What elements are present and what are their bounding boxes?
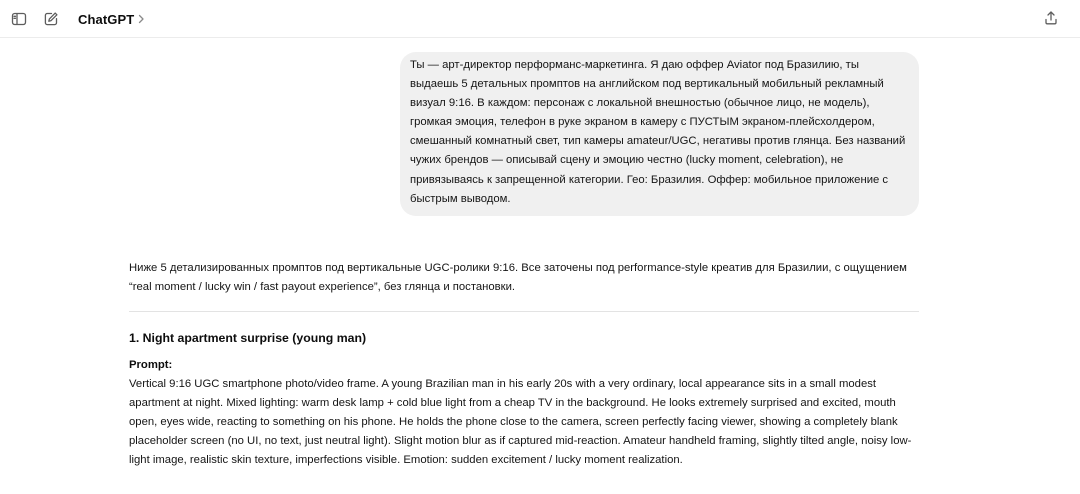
sidebar-toggle-icon[interactable]	[8, 8, 30, 30]
section-heading: 1. Night apartment surprise (young man)	[129, 331, 367, 345]
conversation-area	[0, 38, 1080, 494]
new-chat-edit-icon[interactable]	[40, 8, 62, 30]
divider	[129, 311, 919, 312]
top-bar	[0, 0, 1080, 38]
share-icon[interactable]	[1040, 7, 1062, 29]
model-name: ChatGPT	[78, 12, 135, 27]
chevron-right-icon	[137, 11, 145, 29]
user-message-text: Ты — арт-директор перформанс-маркетинга. Я даю оффер Aviator под Бразилию, ты выдаешь 5 детальных промптов на английском под вертикальный мобильный рекламный визуал 9:16. В каждом: персонаж с локальной внешностью (обычное лицо, не модель), громкая эмоция, телефон в руке экраном в камеру с ПУСТЫМ экраном-плейсхолдером, смешанный комнатный свет, тип камеры amateur/UGC, негативы против глянца. Без названий чужих брендов — описывай сцену и эмоцию честно (lucky moment, celebration), не привязываясь к запрещенной категории. Гео: Бразилия. Оффер: мобильное приложение с быстрым выводом.	[410, 59, 906, 205]
assistant-message	[129, 259, 929, 470]
user-message-bubble	[400, 52, 919, 216]
model-picker[interactable]	[78, 10, 145, 29]
assistant-intro-text: Ниже 5 детализированных промптов под вертикальные UGC-ролики 9:16. Все заточены под performance-style креатив для Бразилии, с ощущением “real moment / lucky win / fast payout experience”, без глянца и постановки.	[129, 262, 907, 293]
prompt-label: Prompt:	[129, 359, 173, 371]
prompt-body-text: Vertical 9:16 UGC smartphone photo/video frame. A young Brazilian man in his early 20s with a very ordinary, local appearance sits in a small modest apartment at night. Mixed lighting: warm desk lamp + cold blue light from a cheap TV in the background. He looks extremely surprised and excited, mouth open, eyes wide, reacting to something on his phone. He holds the phone close to the camera, screen perfectly facing viewer, showing a completely blank placeholder screen (no UI, no text, just neutral light). Slight motion blur as if captured mid-reaction. Amateur handheld framing, slightly tilted angle, noisy low-light image, realistic skin texture, imperfections visible. Emotion: sudden excitement / lucky moment realization.	[129, 378, 912, 466]
